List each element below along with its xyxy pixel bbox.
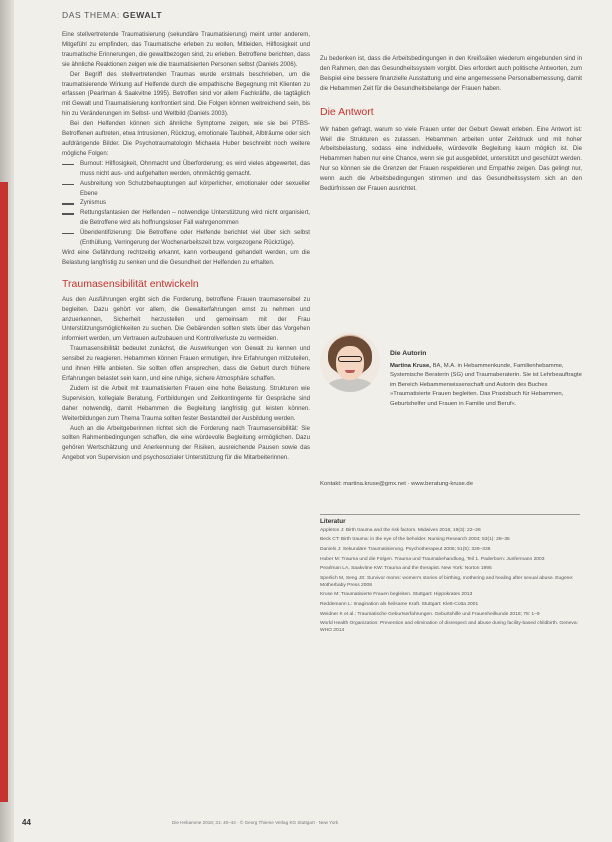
- bullet-item: Überidentifizierung: Die Betroffene oder Helfende berichtet viel über sich selbst (Enthüllung, Verringerung der Wochenarbeitszeit bzw. vorgezogene Rückzüge).: [62, 228, 310, 248]
- answer-paragraph: Wir haben gefragt, warum so viele Frauen unter der Geburt Gewalt erleben. Eine Antwort ist: Weil die Strukturen es zulassen. Hebammen arbeiten unter Zeitdruck und mit hoher Arbeitsbelastung, sodass eine individuelle, würdevolle Begleitung kaum möglich ist. Die Hebammen haben nur eine Chance, wenn sie gut ausgebildet, unterstützt und geschützt werden. Nur so können sie die Grenzen der Frauen respektieren und Empathie zeigen. Das gelingt nur, wenn auch die Arbeitsbedingungen stimmen und das Gesundheitssystem sich an den Bedürfnissen der Frauen ausrichtet.: [320, 125, 582, 193]
- header-topic: GEWALT: [122, 10, 163, 20]
- literature-entry: Appleton J: Birth trauma and the risk factors. Midwives 2016; 19(3): 22–26: [320, 527, 481, 533]
- body-paragraph: Eine stellvertretende Traumatisierung (sekundäre Traumatisierung) meint unter anderem, Mitgefühl zu empfinden, das Traumatische erleben zu wollen, Mitleiden, Hilflosigkeit und traumatische Erinnerungen, die gewaltbezogen sind, zu erleben. Betroffene berichten, dass sie ähnliche Reaktionen zeigen wie die traumatisierten Personen selbst (Daniels 2006).: [62, 31, 310, 68]
- body-paragraph: Bei den Helfenden können sich ähnliche Symptome zeigen, wie sie bei PTBS-Betroffenen auftreten, etwa Intrusionen, Rückzug, emotionale Taubheit, Albträume oder sich aufdrängende Bilder. Die Psychotraumatologin Michaela Huber beschreibt noch weitere mögliche Folgen:: [62, 120, 310, 157]
- literature-entry: Sperlich M, Seng JS: Survivor moms: women's stories of birthing, mothering and healing after sexual abuse. Eugene: Motherbaby Press 2008: [320, 575, 574, 588]
- author-name: Martina Kruse,: [390, 363, 431, 369]
- author-bio-text: BA, M.A. in Hebammenkunde, Familienhebamme, Systemische Beraterin (SG) und Traumaberaterin. Sie ist Lehrbeauftragte im Bereich Hebammenwissenschaft und Autorin des Buches »Traumatisierte Frauen begleiten. Das Praxisbuch für Hebammen, Geburtshelfer und Frauen in Familie und Beruf«.: [390, 363, 582, 407]
- body-paragraph: Zu bedenken ist, dass die Arbeitsbedingungen in den Kreißsälen wiederum eingebunden sind in den Rahmen, den das Gesundheitssystem vorgibt. Dies erfordert auch politische Antworten, zum Beispiel eine bessere finanzielle Ausstattung und eine angemessene Personalbemessung, damit die Hebammen Zeit für die Gesundheitsbelange der Frauen haben.: [320, 55, 582, 92]
- author-portrait: [320, 332, 380, 392]
- author-label: Die Autorin: [390, 350, 427, 357]
- author-contact: Kontakt: martina.kruse@gmx.net · www.beratung-kruse.de: [320, 481, 473, 487]
- literature-rule: [320, 514, 580, 515]
- footer-credit: Die Hebamme 2018; 31: 40–44 · © Georg Thieme Verlag KG Stuttgart · New York: [172, 820, 339, 825]
- right-text-column: [320, 54, 582, 324]
- bullet-item: Zynismus: [62, 198, 310, 208]
- bullet-list: [62, 159, 310, 248]
- section-subheading: Traumasensibilität entwickeln: [62, 277, 199, 290]
- bullet-item: Rettungsfantasien der Helfenden – notwendige Unterstützung wird nicht organisiert, die Betroffene wird als hoffnungsloser Fall wahrgenommen: [62, 208, 310, 228]
- literature-title: Literatur: [320, 517, 346, 525]
- literature-section: [320, 514, 580, 637]
- body-paragraph: Aus den Ausführungen ergibt sich die Forderung, betroffene Frauen traumasensibel zu begleiten. Dazu gehört vor allem, die Gewalterfahrungen ernst zu nehmen und anzuerkennen, Sicherheit herzustellen und gemeinsam mit der Frau Unterstützungsmöglichkeiten zu suchen. Die Gebärenden sollten stets über das Vorgehen informiert werden, um Vertrauen aufzubauen und Kontrollverluste zu vermeiden.: [62, 295, 310, 343]
- left-text-column: [62, 30, 310, 812]
- literature-entry: Kruse M: Traumatisierte Frauen begleiten. Stuttgart: Hippokrates 2013: [320, 592, 473, 598]
- bullet-item: Ausbreitung von Schutzbehauptungen auf körperlicher, emotionaler oder sexueller Ebene: [62, 179, 310, 199]
- body-paragraph: Der Begriff des stellvertretenden Traumas wurde erstmals beschrieben, um die traumatisierende Wirkung auf Helfende durch die empathische Begegnung mit Klienten zu erfassen (Pearlman & Saakvitne 1995). Betroffen sind vor allem Fachkräfte, die tagtäglich mit Gewalt und Traumatisierung konfrontiert sind. Die Folgen können weitreichend sein, bis hin zu Veränderungen im Selbst- und Weltbild (Daniels 2003).: [62, 70, 310, 118]
- author-bio: [390, 362, 582, 409]
- literature-entry: Daniels J: Sekundäre Traumatisierung. Psychotherapeut 2006; 51(5): 329–336: [320, 546, 491, 552]
- page-number: 44: [22, 818, 31, 827]
- section-color-tab: [0, 182, 8, 802]
- answer-heading: Die Antwort: [320, 105, 374, 118]
- literature-entry: Huber M: Trauma und die Folgen. Trauma und Traumabehandlung, Teil 1. Paderborn: Junfermann 2003: [320, 556, 545, 562]
- literature-entry: Beck CT: Birth trauma: in the eye of the beholder. Nursing Research 2004; 53(1): 28–35: [320, 537, 510, 543]
- body-paragraph: Zudem ist die Arbeit mit traumatisierten Frauen eine hohe Belastung. Strukturen wie Supervision, kollegiale Beratung, Fortbildungen und Zeitkontingente für Gespräche sind daher notwendig, damit Hebammen die Begleitung langfristig gut leisten können. Weiterbildungen zum Thema Trauma sollten fester Bestandteil der Ausbildung werden.: [62, 384, 310, 422]
- header-section: DAS THEMA: [62, 10, 117, 20]
- literature-entry: Weidner K et al.: Traumatische Geburtserfahrungen. Geburtshilfe und Frauenheilkunde 2018; 78: 1–9: [320, 611, 540, 617]
- literature-entry: World Health Organization: Prevention and elimination of disrespect and abuse during facility-based childbirth. Geneva: WHO 2014: [320, 621, 578, 634]
- bullet-item: Burnout: Hilflosigkeit, Ohnmacht und Überforderung; es wird vieles abgewertet, das muss nicht aus- und aufgehalten werden, ohnmächtig gemacht.: [62, 159, 310, 179]
- literature-entry: Reddemann L: Imagination als heilsame Kraft. Stuttgart: Klett-Cotta 2001: [320, 601, 479, 607]
- literature-entry: Pearlman LA, Saakvitne KW: Trauma and the therapist. New York: Norton 1995: [320, 566, 492, 572]
- running-header: DAS THEMA: GEWALT: [62, 10, 163, 20]
- body-paragraph: Wird eine Gefährdung rechtzeitig erkannt, kann vorbeugend gehandelt werden, um die Belastung langfristig zu senken und die Gesundheit der Helfenden zu erhalten.: [62, 248, 310, 266]
- body-paragraph: Traumasensibilität bedeutet zunächst, die Auswirkungen von Gewalt zu kennen und sensibel zu reagieren. Hebammen können Frauen ermutigen, ihre Erfahrungen mitzuteilen, und ihnen Hilfe anbieten. Sie sollten offen ansprechen, dass die Geburt durch frühere Erfahrungen belastet sein kann, und eine ruhige, sichere Atmosphäre schaffen.: [62, 345, 310, 382]
- author-box: [320, 332, 582, 502]
- body-paragraph: Auch an die Arbeitgeberinnen richtet sich die Forderung nach Traumasensibilität: Sie sollten Rahmenbedingungen schaffen, die eine würdevolle Begleitung ermöglichen. Dazu gehören Wertschätzung und Anerkennung der Risiken, ausreichende Pausen sowie das Angebot von Supervision und psychosozialer Unterstützung für die Mitarbeiterinnen.: [62, 424, 310, 462]
